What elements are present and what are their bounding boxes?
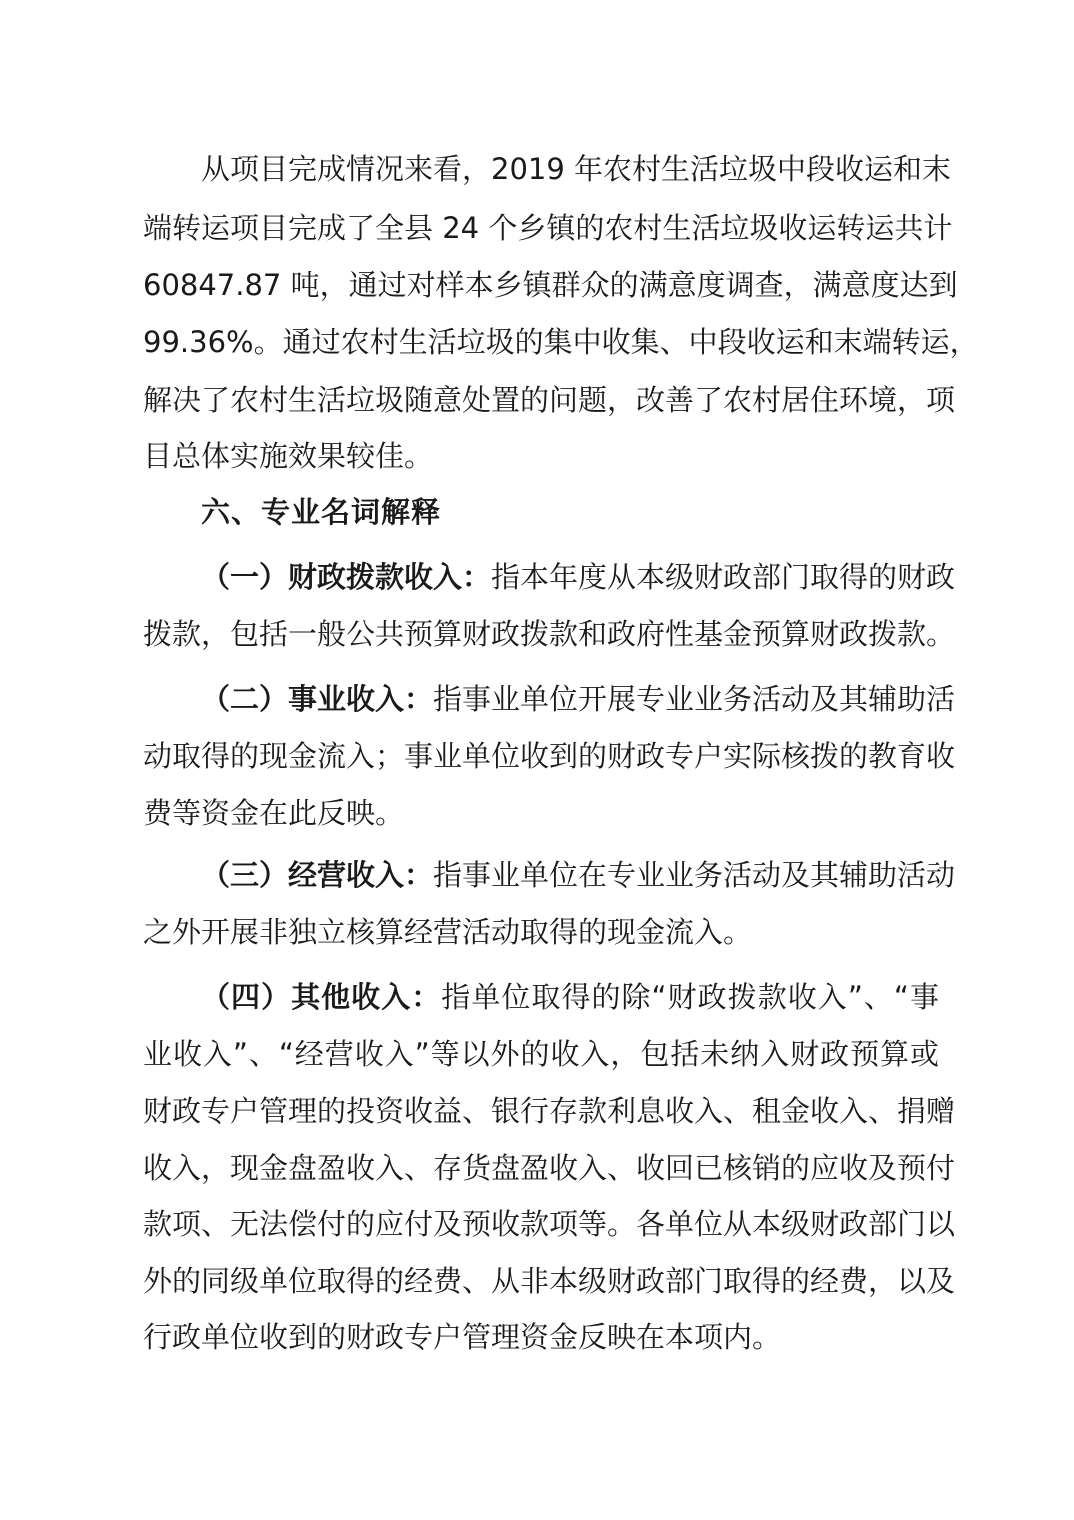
paragraph-line: 99.36%。通过农村生活垃圾的集中收集、中段收运和末端转运， bbox=[143, 325, 979, 359]
definition-term: （三）经营收入： bbox=[201, 858, 434, 892]
definition-line: 收入，现金盘盈收入、存货盘盈收入、收回已核销的应收及预付 bbox=[143, 1151, 956, 1185]
definition-first-line bbox=[201, 846, 956, 904]
definition-line: 业收入”、“经营收入”等以外的收入，包括未纳入财政预算或 bbox=[143, 1037, 939, 1071]
definition-line: 行政单位收到的财政专户管理资金反映在本项内。 bbox=[143, 1320, 782, 1354]
paragraph-line: 解决了农村生活垃圾随意处置的问题，改善了农村居住环境，项 bbox=[143, 383, 956, 417]
definition-text: 指事业单位开展专业业务活动及其辅助活 bbox=[433, 682, 956, 716]
paragraph-line: 端转运项目完成了全县 24 个乡镇的农村生活垃圾收运转运共计 bbox=[143, 211, 953, 245]
paragraph-line: 从项目完成情况来看，2019 年农村生活垃圾中段收运和末 bbox=[201, 152, 952, 186]
definition-first-line bbox=[201, 968, 939, 1026]
definition-text: 指单位取得的除“财政拨款收入”、“事 bbox=[441, 980, 939, 1014]
section-heading: 六、专业名词解释 bbox=[201, 495, 442, 529]
definition-line: 财政专户管理的投资收益、银行存款利息收入、租金收入、捐赠 bbox=[143, 1094, 956, 1128]
paragraph-line: 目总体实施效果较佳。 bbox=[143, 439, 434, 473]
definition-first-line bbox=[201, 670, 956, 728]
definition-line: 动取得的现金流入；事业单位收到的财政专户实际核拨的教育收 bbox=[143, 739, 956, 773]
definition-text: 指本年度从本级财政部门取得的财政 bbox=[491, 560, 956, 594]
definition-line: 外的同级单位取得的经费、从非本级财政部门取得的经费，以及 bbox=[143, 1264, 956, 1298]
definition-line: 拨款，包括一般公共预算财政拨款和政府性基金预算财政拨款。 bbox=[143, 617, 956, 651]
paragraph-line: 60847.87 吨，通过对样本乡镇群众的满意度调查，满意度达到 bbox=[143, 268, 958, 302]
definition-first-line bbox=[201, 548, 956, 606]
definition-text: 指事业单位在专业业务活动及其辅助活动 bbox=[433, 858, 956, 892]
definition-term: （一）财政拨款收入： bbox=[201, 560, 492, 594]
definition-line: 款项、无法偿付的应付及预收款项等。各单位从本级财政部门以 bbox=[143, 1207, 956, 1241]
definition-term: （二）事业收入： bbox=[201, 682, 434, 716]
definition-term: （四）其他收入： bbox=[201, 980, 442, 1014]
definition-line: 费等资金在此反映。 bbox=[143, 796, 405, 830]
definition-line: 之外开展非独立核算经营活动取得的现金流入。 bbox=[143, 915, 753, 949]
